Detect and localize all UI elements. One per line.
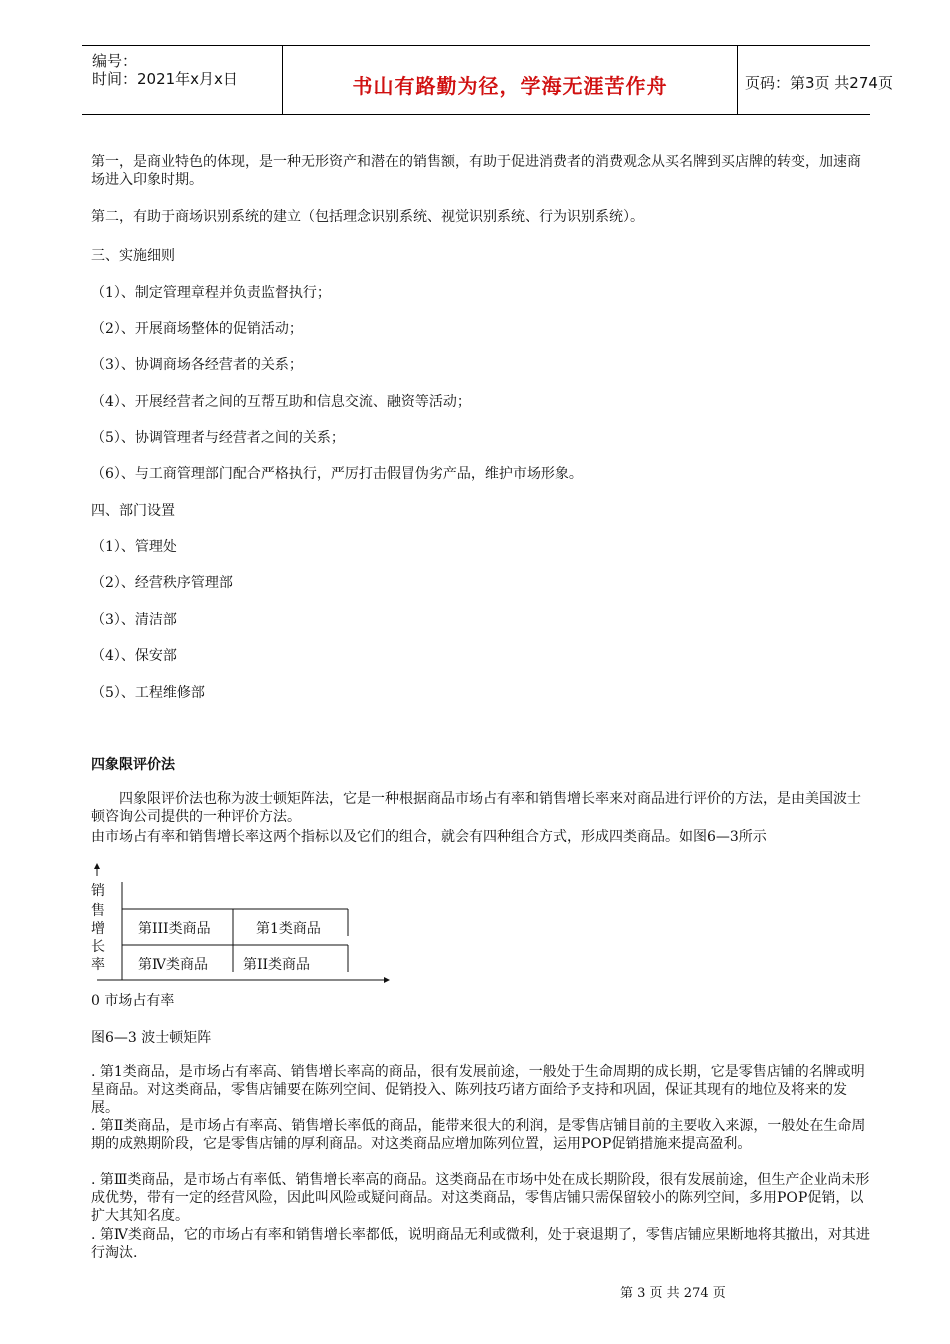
sec3-item-2: （2）、开展商场整体的促销活动； — [91, 321, 303, 337]
sec4-item-2: （2）、经营秩序管理部 — [91, 575, 233, 591]
cell-class-iii: 第III类商品 — [138, 921, 211, 937]
sec4-item-4: （4）、保安部 — [91, 648, 177, 664]
y-axis-char-5: 率 — [91, 957, 105, 973]
header-motto-cell — [282, 46, 738, 114]
code-label: 编号： — [92, 52, 138, 70]
boston-matrix-diagram — [91, 860, 411, 1000]
header-page-label: 页码：第3页 共274页 — [745, 74, 893, 92]
cell-class-ii: 第II类商品 — [243, 957, 311, 973]
section-4-title: 四、部门设置 — [91, 503, 175, 519]
class-iii-description: . 第Ⅲ类商品，是市场占有率低、销售增长率高的商品。这类商品在市场中处在成长期阶段，很有发展前途，但生产企业尚未形成优势，带有一定的经营风险，因此叫风险或疑问商品。对这类商品，零售店铺只需保留较小的陈列空间，多用POP促销，以扩大其知名度。 — [91, 1172, 870, 1224]
class-iv-description: . 第Ⅳ类商品，它的市场占有率和销售增长率都低，说明商品无利或微利，处于衰退期了，零售店铺应果断地将其撤出，对其进行淘汰. — [91, 1227, 870, 1261]
intro-paragraph-2: 由市场占有率和销售增长率这两个指标以及它们的组合，就会有四种组合方式，形成四类商品。如图6—3所示 — [91, 829, 767, 845]
time-label: 时间：2021年x月x日 — [92, 70, 238, 88]
page-footer: 第 3 页 共 274 页 — [620, 1286, 726, 1301]
paragraph-2: 第二，有助于商场识别系统的建立（包括理念识别系统、视觉识别系统、行为识别系统）。 — [91, 209, 644, 225]
header-page-cell — [737, 46, 893, 114]
paragraph-1: 第一，是商业特色的体现，是一种无形资产和潜在的销售额，有助于促进消费者的消费观念从买名牌到买店牌的转变，加速商场进入印象时期。 — [91, 154, 861, 188]
sec3-item-5: （5）、协调管理者与经营者之间的关系； — [91, 430, 345, 446]
sec4-item-1: （1）、管理处 — [91, 539, 177, 555]
sec3-item-4: （4）、开展经营者之间的互帮互助和信息交流、融资等活动； — [91, 394, 471, 410]
sec4-item-5: （5）、工程维修部 — [91, 685, 205, 701]
y-axis-char-3: 增 — [91, 921, 105, 937]
x-axis-label: 0 市场占有率 — [91, 993, 175, 1009]
y-axis-char-1: 销 — [91, 883, 105, 899]
cell-class-i: 第1类商品 — [256, 921, 321, 937]
sec3-item-6: （6）、与工商管理部门配合严格执行，严厉打击假冒伪劣产品，维护市场形象。 — [91, 466, 583, 482]
intro-paragraph-1: 四象限评价法也称为波士顿矩阵法，它是一种根据商品市场占有率和销售增长率来对商品进行评价的方法，是由美国波士顿咨询公司提供的一种评价方法。 — [91, 791, 861, 825]
class-i-description: . 第1类商品，是市场占有率高、销售增长率高的商品，很有发展前途，一般处于生命周期的成长期，它是零售店铺的名牌或明星商品。对这类商品，零售店铺要在陈列空间、促销投入、陈列技巧诸方面给予支持和巩固，保证其现有的地位及将来的发展。 — [91, 1064, 865, 1116]
figure-caption: 图6—3 波士顿矩阵 — [91, 1030, 212, 1046]
section-3-title: 三、实施细则 — [91, 248, 175, 264]
y-axis-char-4: 长 — [91, 939, 105, 955]
cell-class-iv: 第Ⅳ类商品 — [138, 957, 208, 973]
sec3-item-3: （3）、协调商场各经营者的关系； — [91, 357, 303, 373]
class-ii-description: . 第Ⅱ类商品，是市场占有率高、销售增长率低的商品，能带来很大的利润，是零售店铺目前的主要收入来源，一般处在生命周期的成熟期阶段，它是零售店铺的厚利商品。对这类商品应增加陈列位置，运用POP促销措施来提高盈利。 — [91, 1118, 866, 1152]
sec3-item-1: （1）、制定管理章程并负责监督执行； — [91, 285, 331, 301]
y-axis-char-2: 售 — [91, 903, 105, 919]
method-heading: 四象限评价法 — [91, 757, 175, 773]
sec4-item-3: （3）、清洁部 — [91, 612, 177, 628]
page-header — [82, 45, 893, 115]
header-info-cell — [82, 46, 282, 114]
motto: 书山有路勤为径，学海无涯苦作舟 — [352, 74, 668, 98]
